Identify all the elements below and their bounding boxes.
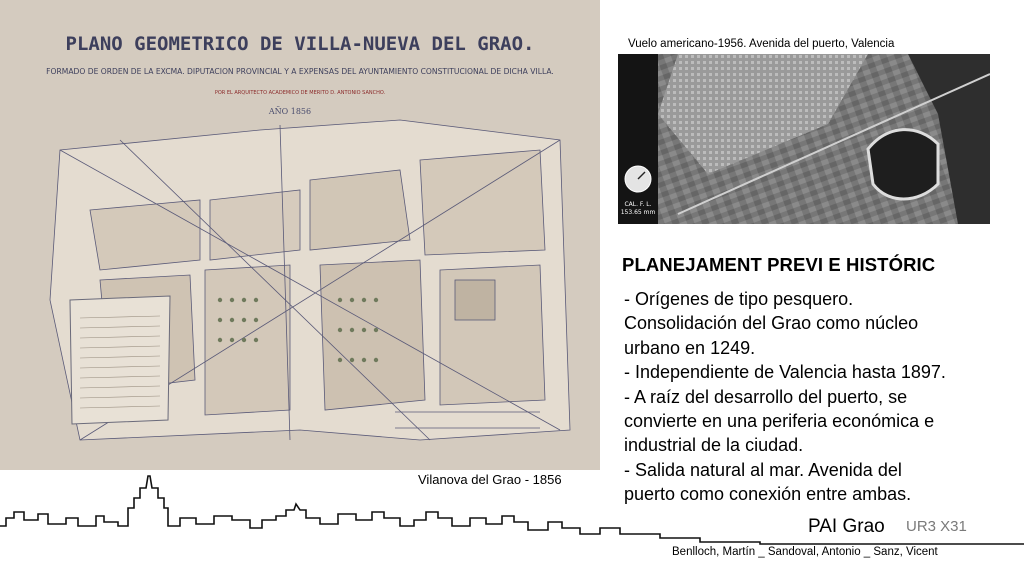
section-heading: PLANEJAMENT PREVI E HISTÓRIC	[622, 254, 936, 275]
body-line: Consolidación del Grao como núcleo	[624, 313, 919, 334]
aerial-caption: Vuelo americano-1956. Avenida del puerto, Valencia	[628, 38, 895, 50]
footer-authors: Benlloch, Martín _ Sandoval, Antonio _ Sanz, Vicent	[672, 546, 938, 558]
map-cartouche	[70, 296, 170, 424]
body-line: convierte en una periferia económica e	[624, 411, 935, 432]
body-line: - Orígenes de tipo pesquero.	[624, 289, 854, 309]
body-line: puerto como conexión entre ambas.	[624, 484, 912, 505]
map-caption: Vilanova del Grao - 1856	[418, 472, 562, 487]
map-title: PLANO GEOMETRICO DE VILLA-NUEVA DEL GRAO.	[65, 33, 535, 55]
aerial-label: CAL. F. L.	[624, 201, 652, 208]
map-year: AÑO 1856	[268, 107, 312, 116]
body-line: - Salida natural al mar. Avenida del	[624, 459, 902, 480]
footer-title: PAI Grao	[808, 516, 885, 537]
historic-map-drawing	[0, 0, 600, 470]
historic-map	[0, 0, 600, 470]
body-line: urbano en 1249.	[624, 337, 756, 358]
map-author-line: POR EL ARQUITECTO ACADEMICO DE MERITO D. ANTONIO SANCHO.	[214, 90, 386, 96]
footer-code: UR3 X31	[906, 518, 967, 535]
map-subtitle: FORMADO DE ORDEN DE LA EXCMA. DIPUTACION PROVINCIAL Y A EXPENSAS DEL AYUNTAMIENTO CONSTITUCIONAL DE DICHA VILLA.	[46, 67, 554, 76]
body-line: industrial de la ciudad.	[624, 435, 804, 456]
aerial-label-2: 153.65 mm	[620, 209, 656, 216]
aerial-photo	[618, 54, 990, 224]
body-line: - Independiente de Valencia hasta 1897.	[624, 362, 946, 383]
body-line: - A raíz del desarrollo del puerto, se	[624, 386, 908, 407]
aerial-photo-drawing	[618, 54, 990, 224]
